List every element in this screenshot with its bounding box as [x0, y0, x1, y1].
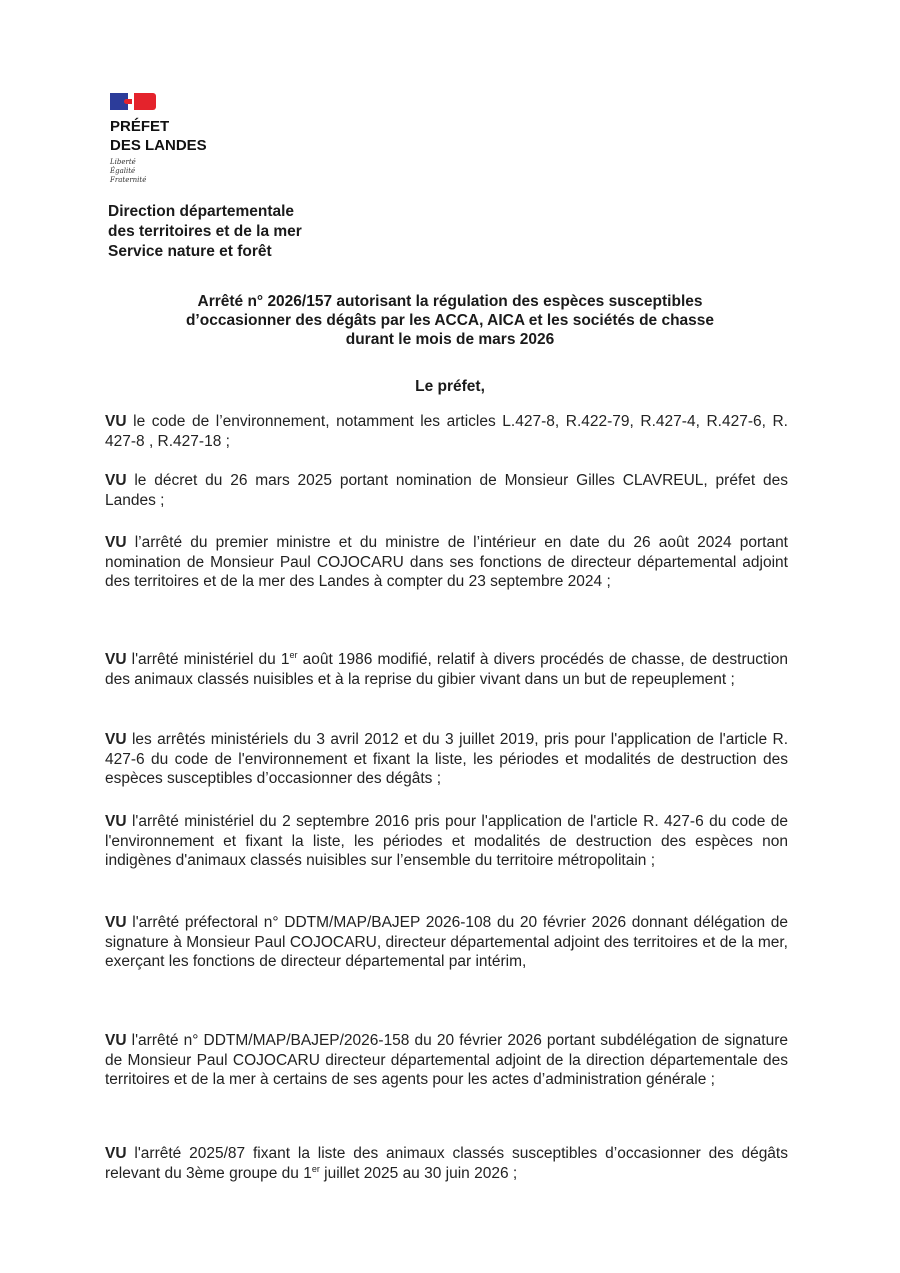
vu-clause: VU le décret du 26 mars 2025 portant nomination de Monsieur Gilles CLAVREUL, préfet des Landes ; [105, 472, 788, 509]
marianne-flag-icon [110, 93, 156, 110]
vu-clause: VU l'arrêté ministériel du 2 septembre 2016 pris pour l'application de l'article R. 427-6 du code de l'environnement et fixant la liste, les périodes et modalités de destruction des espèces non indigènes d'animaux classés nuisibles sur l’ensemble du territoire métropolitain ; [105, 813, 788, 869]
vu-clause: VU l’arrêté du premier ministre et du ministre de l’intérieur en date du 26 août 2024 portant nomination de Monsieur Paul COJOCARU dans ses fonctions de directeur départemental adjoint des territoires et de la mer des Landes à compter du 23 septembre 2024 ; [105, 534, 788, 590]
vu-clause: VU les arrêtés ministériels du 3 avril 2012 et du 3 juillet 2019, pris pour l'application de l'article R. 427-6 du code de l'environnement et fixant la liste, les périodes et modalités de destruction des espèces susceptibles d’occasionner des dégâts ; [105, 731, 788, 787]
vu-clause: VU l'arrêté n° DDTM/MAP/BAJEP/2026-158 du 20 février 2026 portant subdélégation de signature de Monsieur Paul COJOCARU directeur départemental adjoint de la direction départementale des territoires et de la mer à certains de ses agents pour les actes d’administration générale ; [105, 1032, 788, 1088]
decree-title: Arrêté n° 2026/157 autorisant la régulation des espèces susceptibles d’occasionner des dégâts par les ACCA, AICA et les sociétés de chasse durant le mois de mars 2026 [185, 293, 715, 348]
vu-clause: VU le code de l’environnement, notamment les articles L.427-8, R.422-79, R.427-4, R.427-6, R. 427-8 , R.427-18 ; [105, 413, 788, 450]
vu-clause: VU l'arrêté ministériel du 1er août 1986 modifié, relatif à divers procédés de chasse, de destruction des animaux classés nuisibles et à la reprise du gibier vivant dans un but de repeuplement ; [105, 649, 788, 688]
vu-clause: VU l'arrêté 2025/87 fixant la liste des animaux classés susceptibles d’occasionner des dégâts relevant du 3ème groupe du 1er juillet 2025 au 30 juin 2026 ; [105, 1145, 788, 1182]
department-block: Direction départementale des territoires et de la mer Service nature et forêt [108, 203, 302, 260]
prefet-heading: Le préfet, [415, 378, 485, 395]
prefecture-logo [110, 93, 240, 185]
prefecture-name: PRÉFET DES LANDES [110, 118, 207, 154]
republic-motto: Liberté Égalité Fraternité [110, 158, 147, 184]
vu-clause: VU l'arrêté préfectoral n° DDTM/MAP/BAJEP 2026-108 du 20 février 2026 donnant délégation de signature à Monsieur Paul COJOCARU, directeur départemental adjoint des territoires et de la mer, exerçant les fonctions de directeur départemental par intérim, [105, 914, 788, 970]
